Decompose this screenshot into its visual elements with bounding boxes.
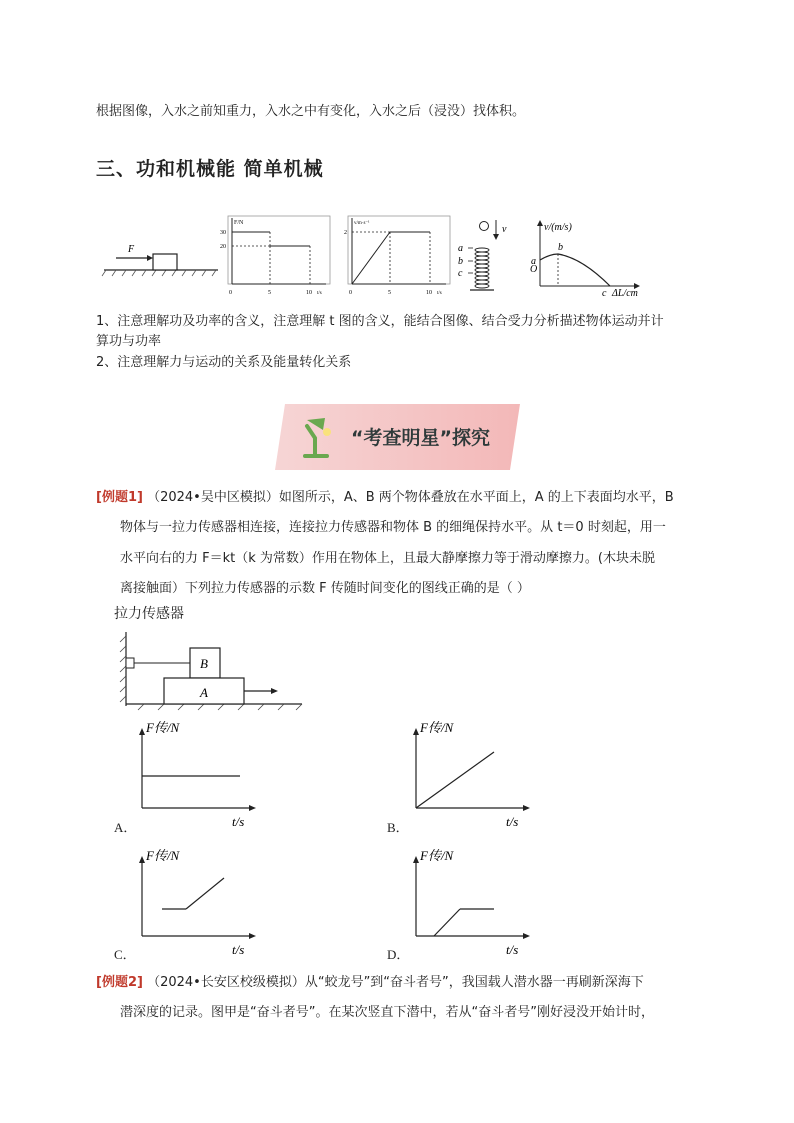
g2-ylabel: v/m·s⁻¹ <box>354 221 370 226</box>
note-1-line-1: 1、注意理解功及功率的含义，注意理解 t 图的含义，能结合图像、结合受力分析描述物体运动并计 <box>96 314 664 329</box>
g2-xtick-5: 5 <box>388 290 391 296</box>
spring-v: v <box>502 224 507 235</box>
example1-text-1: （2024•吴中区模拟）如图所示，A、B 两个物体叠放在水平面上，A 的上下表面均水平，B <box>147 490 674 505</box>
example1-tag: [例题1] <box>96 490 143 505</box>
spring-figure <box>458 220 507 290</box>
option-c-xlabel: t/s <box>232 942 245 957</box>
example2-line-1 <box>96 968 644 998</box>
g3-point-b: b <box>558 242 563 253</box>
option-c-ylabel: F传/N <box>146 848 180 863</box>
sensor-label: 拉力传感器 <box>114 606 184 622</box>
g1-ylabel: F/N <box>234 220 244 226</box>
note-1-line-2: 算功与功率 <box>96 334 162 349</box>
g3-ylabel: v/(m/s) <box>544 222 572 233</box>
g1-ytick-20: 20 <box>220 244 226 250</box>
option-d-ylabel: F传/N <box>420 848 454 863</box>
g3-xlabel: ΔL/cm <box>612 288 638 299</box>
g1-xtick-5: 5 <box>268 290 271 296</box>
block-a-label: A <box>200 685 208 700</box>
option-b-xlabel: t/s <box>506 814 519 829</box>
section-title: 三、功和机械能 简单机械 <box>96 158 324 180</box>
figure-row <box>96 210 656 302</box>
force-label: F <box>128 244 135 255</box>
graph-force-time <box>220 216 330 296</box>
g1-xunit: t/s <box>317 291 322 296</box>
g2-xtick-10: 10 <box>426 290 432 296</box>
option-b-label[interactable]: B． <box>387 820 409 835</box>
option-b-graph[interactable] <box>402 718 542 836</box>
option-a-ylabel: F传/N <box>146 720 180 735</box>
push-block-figure <box>102 244 218 276</box>
example1-line-2: 物体与一拉力传感器相连接，连接拉力传感器和物体 B 的细绳保持水平。从 t＝0 时刻起，用一 <box>120 520 666 535</box>
stacked-blocks-figure <box>114 622 314 716</box>
graph-velocity-time <box>344 216 450 296</box>
intro-line: 根据图像，入水之前知重力，入水之中有变化，入水之后（浸没）找体积。 <box>96 104 526 119</box>
spring-mark-a: a <box>458 243 463 254</box>
option-c-graph[interactable] <box>128 846 268 964</box>
g3-origin: O <box>530 264 538 275</box>
example2-text-1: （2024•长安区校级模拟）从“蛟龙号”到“奋斗者号”，我国载人潜水器一再刷新深海下 <box>147 975 644 990</box>
g2-xunit: t/s <box>437 291 442 296</box>
graph-velocity-compression <box>530 220 640 299</box>
option-a-xlabel: t/s <box>232 814 245 829</box>
option-d-xlabel: t/s <box>506 942 519 957</box>
example2-line-2: 潜深度的记录。图甲是“奋斗者号”。在某次竖直下潜中，若从“奋斗者号”刚好浸没开始计时， <box>120 1005 654 1020</box>
g2-ytick-2: 2 <box>344 230 347 236</box>
spring-mark-c: c <box>458 268 463 279</box>
spring-mark-b: b <box>458 256 463 267</box>
block-b-label: B <box>200 656 208 671</box>
banner-text: “考查明星”探究 <box>351 427 490 449</box>
example1-line-4: 离接触面）下列拉力传感器的示数 F 传随时间变化的图线正确的是（ ） <box>120 581 530 596</box>
option-a-graph[interactable] <box>128 718 268 836</box>
example1-line-3: 水平向右的力 F＝kt（k 为常数）作用在物体上，且最大静摩擦力等于滑动摩擦力。(木块未脱 <box>120 551 655 566</box>
g3-point-a: a <box>531 256 536 267</box>
section-banner <box>275 404 520 470</box>
g1-xtick-10: 10 <box>306 290 312 296</box>
g2-xtick-0: 0 <box>349 290 352 296</box>
example1-line-1 <box>96 483 674 513</box>
option-d-label[interactable]: D． <box>387 947 410 962</box>
desk-lamp-icon <box>299 416 339 460</box>
g3-point-c: c <box>602 288 607 299</box>
example2-tag: [例题2] <box>96 975 143 990</box>
option-b-ylabel: F传/N <box>420 720 454 735</box>
option-d-graph[interactable] <box>402 846 542 964</box>
option-c-label[interactable]: C． <box>114 947 136 962</box>
note-2: 2、注意理解力与运动的关系及能量转化关系 <box>96 355 352 370</box>
g1-ytick-30: 30 <box>220 230 226 236</box>
g1-xtick-0: 0 <box>229 290 232 296</box>
option-a-label[interactable]: A． <box>114 820 137 835</box>
